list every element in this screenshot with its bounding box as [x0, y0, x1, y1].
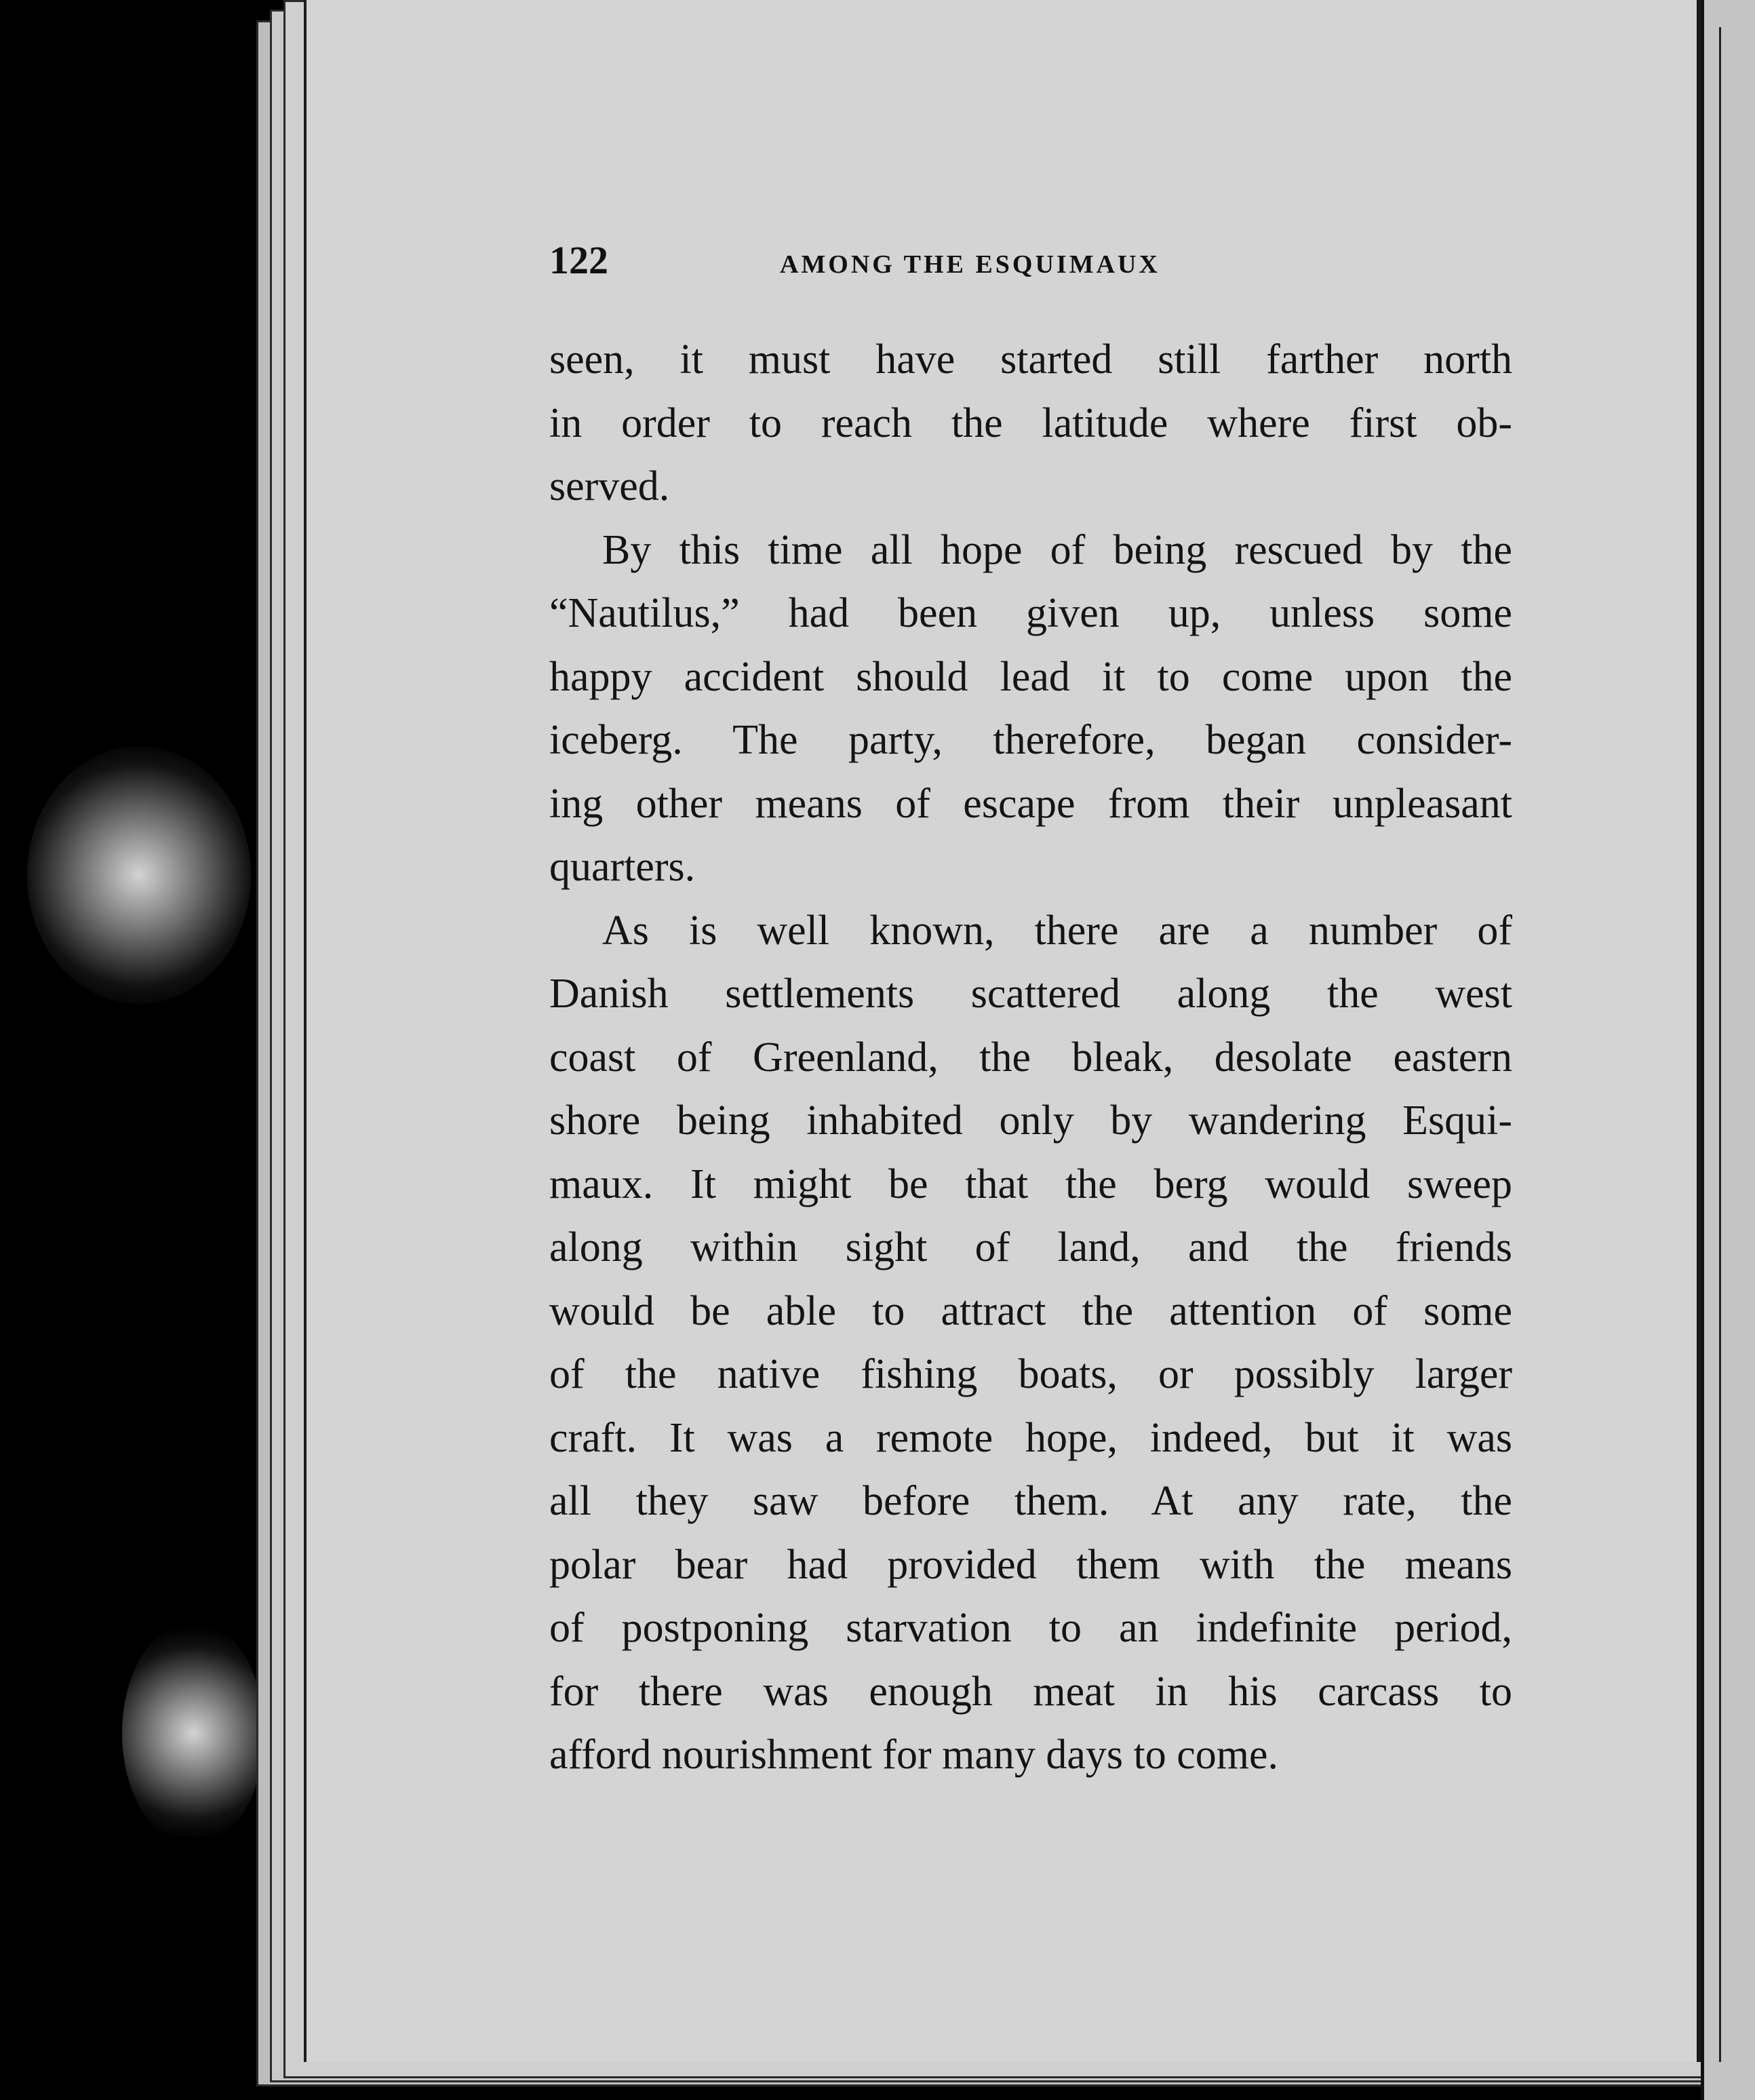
facing-page-edge: [1701, 0, 1755, 2100]
text-line: seen, it must have started still farther north: [549, 336, 1512, 383]
text-line: shore being inhabited only by wandering Esqui-: [549, 1097, 1512, 1144]
text-line: along within sight of land, and the friends: [549, 1224, 1512, 1270]
text-line: craft. It was a remote hope, indeed, but it was: [549, 1414, 1512, 1461]
text-line: ing other means of escape from their unpleasant: [549, 780, 1512, 827]
book-title: AMONG THE ESQUIMAUX: [780, 250, 1160, 279]
text-line: happy accident should lead it to come upon the: [549, 653, 1512, 700]
text-line: for there was enough meat in his carcass to: [549, 1668, 1512, 1715]
text-line: in order to reach the latitude where first ob-: [549, 400, 1512, 446]
text-line: iceberg. The party, therefore, began consider-: [549, 717, 1512, 763]
page-number: 122: [549, 238, 608, 282]
text-line: all they saw before them. At any rate, the: [549, 1478, 1512, 1524]
text-line: By this time all hope of being rescued by the: [602, 526, 1512, 573]
running-head: [549, 237, 1261, 292]
scan-stain: [27, 746, 251, 1004]
text-line: polar bear had provided them with the means: [549, 1541, 1512, 1588]
text-line: coast of Greenland, the bleak, desolate eastern: [549, 1034, 1512, 1081]
text-line: quarters.: [549, 844, 696, 890]
text-line: would be able to attract the attention of some: [549, 1287, 1512, 1334]
paragraph: [549, 519, 1512, 899]
paragraph: [549, 899, 1512, 1787]
text-line: of postponing starvation to an indefinite period,: [549, 1605, 1512, 1651]
body-text: [549, 328, 1512, 1787]
text-line: maux. It might be that the berg would sweep: [549, 1161, 1512, 1207]
scan-stain: [122, 1621, 264, 1845]
text-line: of the native fishing boats, or possibly larger: [549, 1351, 1512, 1397]
text-line: afford nourishment for many days to come.: [549, 1732, 1278, 1778]
text-line: “Nautilus,” had been given up, unless some: [549, 590, 1512, 636]
text-line: served.: [549, 463, 670, 509]
paragraph: [549, 328, 1512, 519]
text-line: As is well known, there are a number of: [602, 907, 1512, 954]
text-line: Danish settlements scattered along the west: [549, 971, 1512, 1017]
